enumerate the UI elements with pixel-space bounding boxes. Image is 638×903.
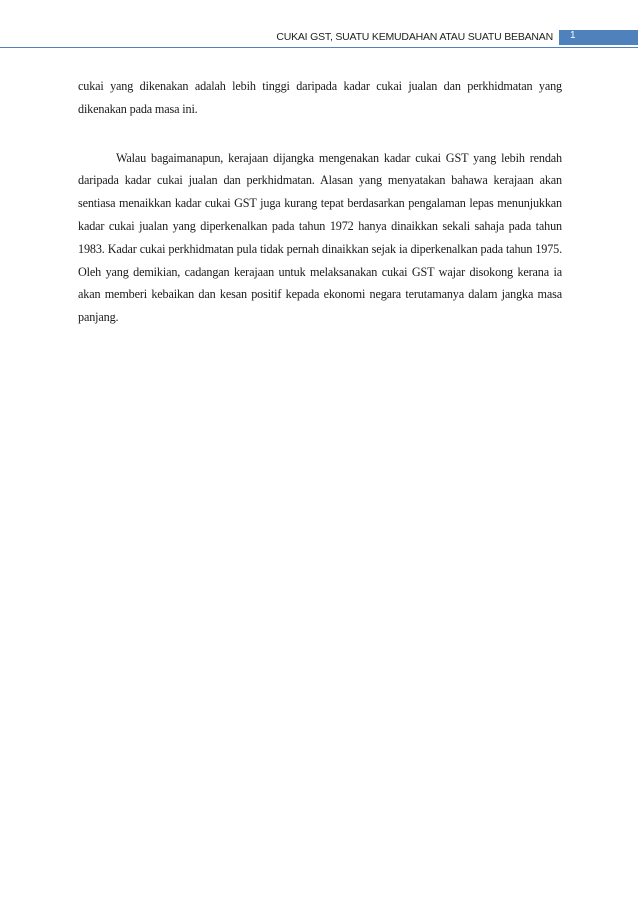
page-number-box bbox=[559, 30, 638, 45]
header-divider bbox=[0, 47, 638, 48]
header-title: CUKAI GST, SUATU KEMUDAHAN ATAU SUATU BEBANAN bbox=[276, 31, 553, 43]
paragraph-1: cukai yang dikenakan adalah lebih tinggi daripada kadar cukai jualan dan perkhidmatan yang dikenakan pada masa ini. bbox=[78, 79, 562, 116]
document-body bbox=[78, 75, 562, 329]
page-number: 1 bbox=[570, 30, 576, 41]
paragraph-2: Walau bagaimanapun, kerajaan dijangka mengenakan kadar cukai GST yang lebih rendah daripada kadar cukai jualan dan perkhidmatan. Alasan yang menyatakan bahawa kerajaan akan sentiasa menaikkan kadar cukai GST juga kurang tepat berdasarkan pengalaman lepas menunjukkan kadar cukai jualan yang diperkenalkan pada tahun 1972 hanya dinaikkan sekali sahaja pada tahun 1983. Kadar cukai perkhidmatan pula tidak pernah dinaikkan sejak ia diperkenalkan pada tahun 1975. Oleh yang demikian, cadangan kerajaan untuk melaksanakan cukai GST wajar disokong kerana ia akan memberi kebaikan dan kesan positif kepada ekonomi negara terutamanya dalam jangka masa panjang. bbox=[78, 150, 562, 325]
page-header bbox=[0, 27, 638, 49]
